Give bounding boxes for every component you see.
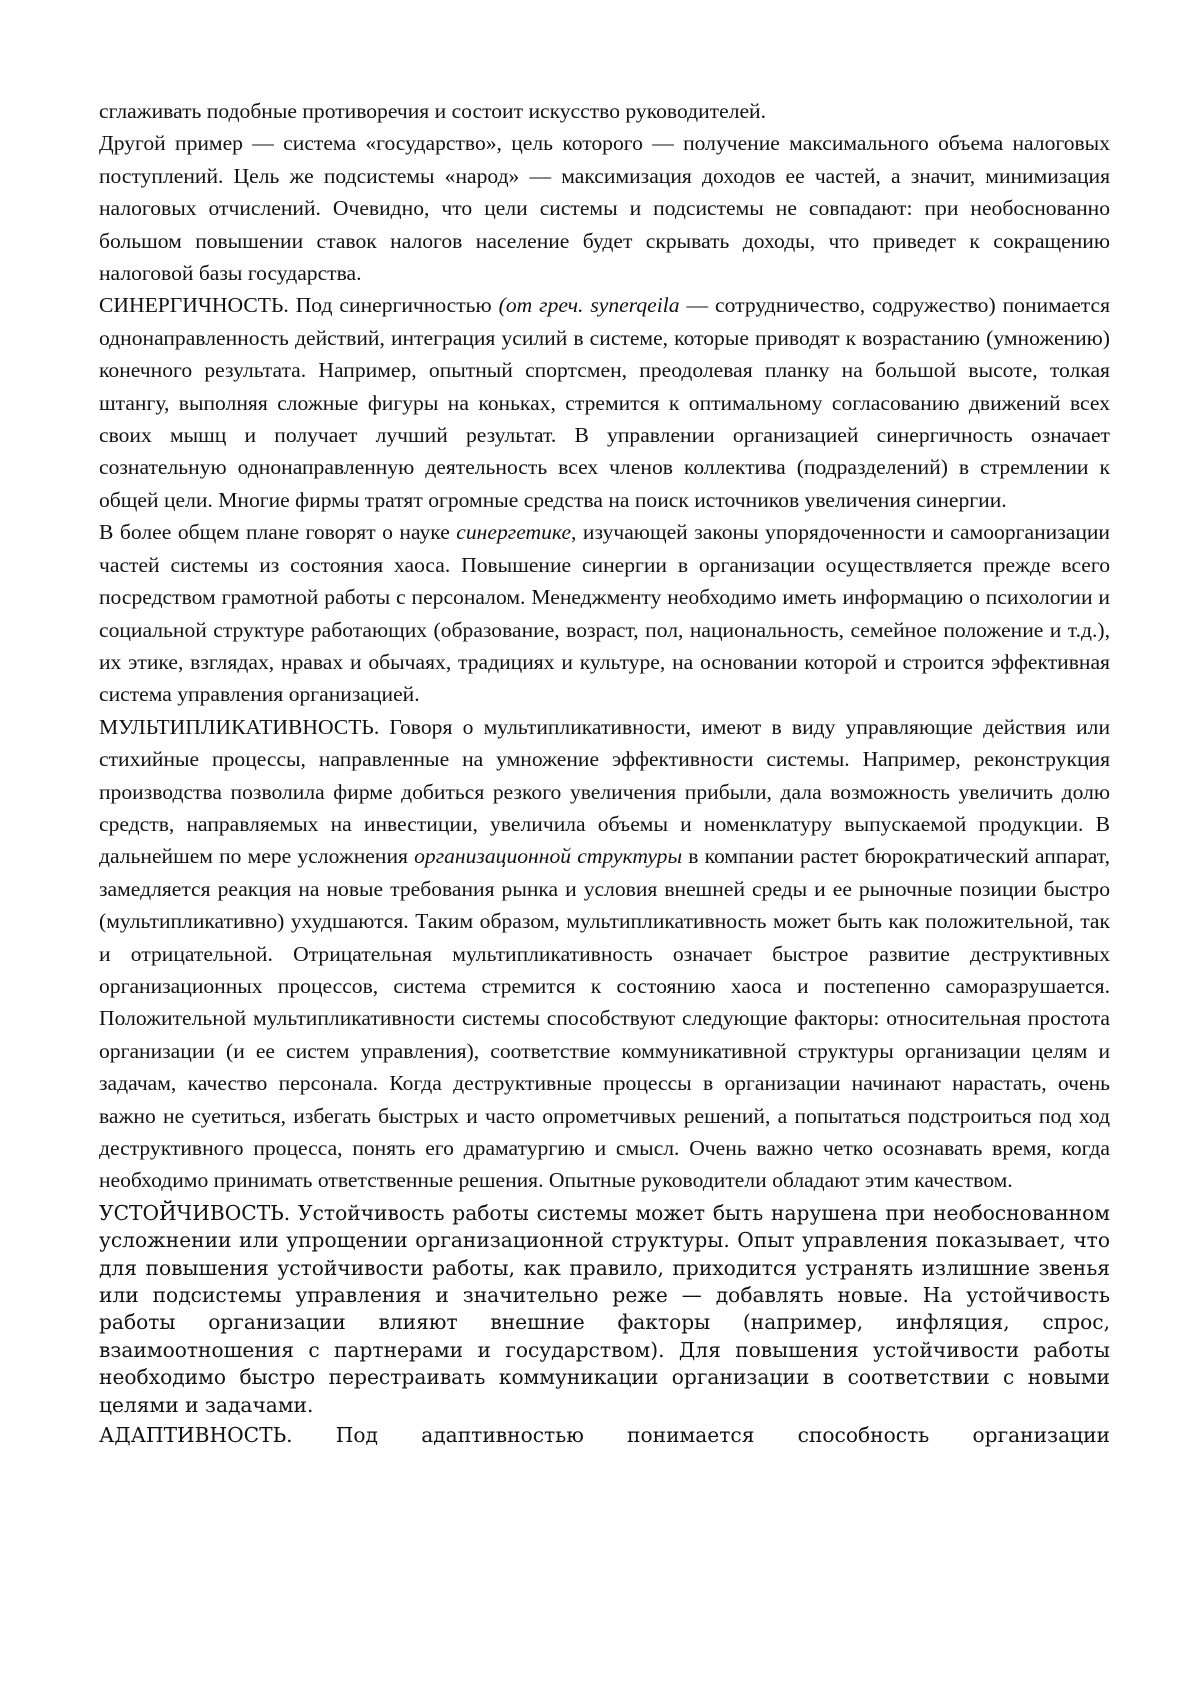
italic-term: синергетике bbox=[456, 520, 572, 545]
italic-term: (от греч. synerqeila bbox=[498, 293, 680, 318]
paragraph-text: в компании растет бюрократический аппарат, замедляется реакция на новые требования рынка и условия внешней среды и ее рыночные позиции быстро (мультипликативно) ухудшаются. Таким образом, мультипликативность может быть как положительной, так и отрицательной. Отрицательная мультипликативность означает быстрое развитие деструктивных организационных процессов, система стремится к состоянию хаоса и постепенно саморазрушается. Положительной мультипликативности системы способствуют следующие факторы: относительная простота организации (и ее систем управления), соответствие коммуникативной структуры организации целям и задачам, качество персонала. Когда деструктивные процессы в организации начинают нарастать, очень важно не суетиться, избегать быстрых и часто опрометчивых решений, а попытаться подстроиться под ход деструктивного процесса, понять его драматургию и смысл. Очень важно четко осознавать время, когда необходимо принимать ответственные решения. Опытные руководители обладают этим качеством. bbox=[99, 844, 1110, 1193]
paragraph-synergetics bbox=[99, 516, 1110, 710]
paragraph-text: УСТОЙЧИВОСТЬ. Устойчивость работы системы может быть нарушена при необоснованном усложнении или упрощении организационной структуры. Опыт управления показывает, что для повышения устойчивости работы, как правило, приходится устранять излишние звенья или подсистемы управления и значительно реже — добавлять новые. На устойчивость работы организации влияют внешние факторы (например, инфляция, спрос, взаимоотношения с партнерами и государством). Для повышения устойчивости работы необходимо быстро перестраивать коммуникации организации в соответствии с новыми целями и задачами. bbox=[99, 1200, 1110, 1417]
paragraph-synergy bbox=[99, 289, 1110, 516]
paragraph-state-example bbox=[99, 127, 1110, 289]
paragraph-text: — сотрудничество, содружество) понимается однонаправленность действий, интеграция усилий в системе, которые приводят к возрастанию (умножению) конечного результата. Например, опытный спортсмен, преодолевая планку на большой высоте, толкая штангу, выполняя сложные фигуры на коньках, стремится к оптимальному согласованию движений всех своих мышц и получает лучший результат. В управлении организацией синергичность означает сознательную однонаправленную деятельность всех членов коллектива (подразделений) в стремлении к общей цели. Многие фирмы тратят огромные средства на поиск источников увеличения синергии. bbox=[99, 293, 1110, 512]
paragraph-stability bbox=[99, 1200, 1110, 1419]
paragraph-text: МУЛЬТИПЛИКАТИВНОСТЬ. Говоря о мультипликативности, имеют в виду управляющие действия или стихийные процессы, направленные на умножение эффективности системы. Например, реконструкция производства позволила фирме добиться резкого увеличения прибыли, дала возможность увеличить долю средств, направляемых на инвестиции, увеличила объемы и номенклатуру выпускаемой продукции. В дальнейшем по мере усложнения bbox=[99, 714, 1110, 869]
paragraph-text: , изучающей законы упорядоченности и самоорганизации частей системы из состояния хаоса. Повышение синергии в организации осуществляется прежде всего посредством грамотной работы с персоналом. Менеджменту необходимо иметь информацию о психологии и социальной структуре работающих (образование, возраст, пол, национальность, семейное положение и т.д.), их этике, взглядах, нравах и обычаях, традициях и культуре, на основании которой и строится эффективная система управления организацией. bbox=[99, 520, 1110, 707]
paragraph-text: В более общем плане говорят о науке bbox=[99, 520, 457, 545]
paragraph-text: сглаживать подобные противоречия и состоит искусство руководителей. bbox=[99, 99, 767, 123]
paragraph-text: АДАПТИВНОСТЬ. Под адаптивностью понимается способность организации bbox=[99, 1423, 1110, 1448]
paragraph-multiplicativity bbox=[99, 711, 1110, 1197]
paragraph-contradictions bbox=[99, 95, 1110, 127]
paragraph-adaptivity bbox=[99, 1422, 1110, 1449]
document-page bbox=[99, 95, 1110, 1449]
paragraph-text: СИНЕРГИЧНОСТЬ. Под синергичностью bbox=[99, 293, 499, 318]
paragraph-text: Другой пример — система «государство», цель которого — получение максимального объема налоговых поступлений. Цель же подсистемы «народ» — максимизация доходов ее частей, а значит, минимизация налоговых отчислений. Очевидно, что цели системы и подсистемы не совпадают: при необоснованно большом повышении ставок налогов население будет скрывать доходы, что приведет к сокращению налоговой базы государства. bbox=[99, 131, 1110, 286]
italic-term: организационной структуры bbox=[414, 844, 683, 869]
